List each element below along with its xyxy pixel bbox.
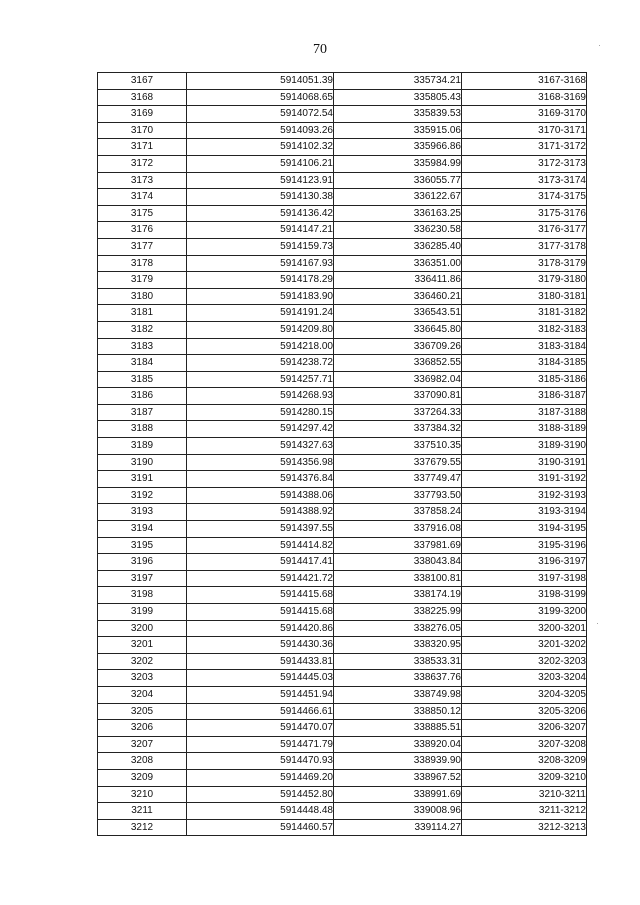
table-row (98, 554, 587, 571)
table-row (98, 720, 587, 737)
point-number-cell: 3196 (98, 554, 187, 571)
segment-cell: 3190-3191 (462, 454, 587, 471)
y-coordinate-cell: 338850.12 (334, 703, 462, 720)
segment-cell: 3195-3196 (462, 537, 587, 554)
segment-cell: 3204-3205 (462, 686, 587, 703)
coordinates-table-body (98, 73, 587, 836)
x-coordinate-cell: 5914376.84 (187, 471, 334, 488)
scan-mark: · (596, 618, 599, 628)
segment-cell: 3176-3177 (462, 222, 587, 239)
y-coordinate-cell: 337090.81 (334, 388, 462, 405)
point-number-cell: 3173 (98, 172, 187, 189)
point-number-cell: 3187 (98, 404, 187, 421)
y-coordinate-cell: 338533.31 (334, 653, 462, 670)
point-number-cell: 3169 (98, 106, 187, 123)
table-row (98, 189, 587, 206)
table-row (98, 338, 587, 355)
y-coordinate-cell: 337793.50 (334, 487, 462, 504)
y-coordinate-cell: 337264.33 (334, 404, 462, 421)
point-number-cell: 3188 (98, 421, 187, 438)
y-coordinate-cell: 338749.98 (334, 686, 462, 703)
table-row (98, 438, 587, 455)
table-row (98, 670, 587, 687)
segment-cell: 3187-3188 (462, 404, 587, 421)
y-coordinate-cell: 335839.53 (334, 106, 462, 123)
point-number-cell: 3175 (98, 205, 187, 222)
x-coordinate-cell: 5914417.41 (187, 554, 334, 571)
x-coordinate-cell: 5914356.98 (187, 454, 334, 471)
point-number-cell: 3177 (98, 238, 187, 255)
segment-cell: 3192-3193 (462, 487, 587, 504)
x-coordinate-cell: 5914051.39 (187, 73, 334, 90)
point-number-cell: 3170 (98, 122, 187, 139)
segment-cell: 3188-3189 (462, 421, 587, 438)
point-number-cell: 3191 (98, 471, 187, 488)
y-coordinate-cell: 336460.21 (334, 288, 462, 305)
x-coordinate-cell: 5914093.26 (187, 122, 334, 139)
point-number-cell: 3183 (98, 338, 187, 355)
x-coordinate-cell: 5914268.93 (187, 388, 334, 405)
x-coordinate-cell: 5914238.72 (187, 355, 334, 372)
y-coordinate-cell: 336163.25 (334, 205, 462, 222)
y-coordinate-cell: 338967.52 (334, 769, 462, 786)
y-coordinate-cell: 336982.04 (334, 371, 462, 388)
segment-cell: 3207-3208 (462, 736, 587, 753)
x-coordinate-cell: 5914448.48 (187, 803, 334, 820)
point-number-cell: 3194 (98, 521, 187, 538)
point-number-cell: 3211 (98, 803, 187, 820)
segment-cell: 3181-3182 (462, 305, 587, 322)
y-coordinate-cell: 336411.86 (334, 272, 462, 289)
x-coordinate-cell: 5914178.29 (187, 272, 334, 289)
segment-cell: 3184-3185 (462, 355, 587, 372)
scan-mark: · (598, 40, 601, 50)
y-coordinate-cell: 337981.69 (334, 537, 462, 554)
x-coordinate-cell: 5914470.93 (187, 753, 334, 770)
segment-cell: 3199-3200 (462, 604, 587, 621)
table-row (98, 587, 587, 604)
point-number-cell: 3198 (98, 587, 187, 604)
x-coordinate-cell: 5914102.32 (187, 139, 334, 156)
point-number-cell: 3209 (98, 769, 187, 786)
point-number-cell: 3189 (98, 438, 187, 455)
segment-cell: 3185-3186 (462, 371, 587, 388)
table-row (98, 736, 587, 753)
point-number-cell: 3204 (98, 686, 187, 703)
segment-cell: 3193-3194 (462, 504, 587, 521)
table-row (98, 819, 587, 836)
point-number-cell: 3199 (98, 604, 187, 621)
segment-cell: 3201-3202 (462, 637, 587, 654)
y-coordinate-cell: 337384.32 (334, 421, 462, 438)
y-coordinate-cell: 337858.24 (334, 504, 462, 521)
table-row (98, 620, 587, 637)
table-row (98, 288, 587, 305)
segment-cell: 3174-3175 (462, 189, 587, 206)
segment-cell: 3171-3172 (462, 139, 587, 156)
x-coordinate-cell: 5914130.38 (187, 189, 334, 206)
segment-cell: 3169-3170 (462, 106, 587, 123)
x-coordinate-cell: 5914159.73 (187, 238, 334, 255)
table-row (98, 139, 587, 156)
segment-cell: 3197-3198 (462, 570, 587, 587)
segment-cell: 3168-3169 (462, 89, 587, 106)
segment-cell: 3173-3174 (462, 172, 587, 189)
segment-cell: 3210-3211 (462, 786, 587, 803)
x-coordinate-cell: 5914415.68 (187, 604, 334, 621)
x-coordinate-cell: 5914470.07 (187, 720, 334, 737)
y-coordinate-cell: 335984.99 (334, 155, 462, 172)
point-number-cell: 3201 (98, 637, 187, 654)
x-coordinate-cell: 5914191.24 (187, 305, 334, 322)
table-row (98, 786, 587, 803)
x-coordinate-cell: 5914147.21 (187, 222, 334, 239)
y-coordinate-cell: 339008.96 (334, 803, 462, 820)
x-coordinate-cell: 5914136.42 (187, 205, 334, 222)
y-coordinate-cell: 337679.55 (334, 454, 462, 471)
y-coordinate-cell: 335805.43 (334, 89, 462, 106)
segment-cell: 3172-3173 (462, 155, 587, 172)
y-coordinate-cell: 338920.04 (334, 736, 462, 753)
y-coordinate-cell: 336852.55 (334, 355, 462, 372)
table-row (98, 421, 587, 438)
x-coordinate-cell: 5914209.80 (187, 321, 334, 338)
x-coordinate-cell: 5914257.71 (187, 371, 334, 388)
x-coordinate-cell: 5914072.54 (187, 106, 334, 123)
segment-cell: 3196-3197 (462, 554, 587, 571)
y-coordinate-cell: 337916.08 (334, 521, 462, 538)
point-number-cell: 3205 (98, 703, 187, 720)
point-number-cell: 3186 (98, 388, 187, 405)
x-coordinate-cell: 5914123.91 (187, 172, 334, 189)
point-number-cell: 3206 (98, 720, 187, 737)
table-row (98, 371, 587, 388)
y-coordinate-cell: 336709.26 (334, 338, 462, 355)
segment-cell: 3183-3184 (462, 338, 587, 355)
point-number-cell: 3176 (98, 222, 187, 239)
y-coordinate-cell: 336351.00 (334, 255, 462, 272)
point-number-cell: 3212 (98, 819, 187, 836)
y-coordinate-cell: 335734.21 (334, 73, 462, 90)
x-coordinate-cell: 5914471.79 (187, 736, 334, 753)
table-row (98, 155, 587, 172)
y-coordinate-cell: 338885.51 (334, 720, 462, 737)
x-coordinate-cell: 5914397.55 (187, 521, 334, 538)
table-row (98, 172, 587, 189)
x-coordinate-cell: 5914388.92 (187, 504, 334, 521)
y-coordinate-cell: 336122.67 (334, 189, 462, 206)
table-row (98, 272, 587, 289)
table-row (98, 537, 587, 554)
table-row (98, 454, 587, 471)
x-coordinate-cell: 5914466.61 (187, 703, 334, 720)
point-number-cell: 3202 (98, 653, 187, 670)
y-coordinate-cell: 339114.27 (334, 819, 462, 836)
table-row (98, 487, 587, 504)
y-coordinate-cell: 337749.47 (334, 471, 462, 488)
table-row (98, 89, 587, 106)
y-coordinate-cell: 338225.99 (334, 604, 462, 621)
point-number-cell: 3185 (98, 371, 187, 388)
x-coordinate-cell: 5914414.82 (187, 537, 334, 554)
point-number-cell: 3193 (98, 504, 187, 521)
x-coordinate-cell: 5914106.21 (187, 155, 334, 172)
point-number-cell: 3192 (98, 487, 187, 504)
segment-cell: 3175-3176 (462, 205, 587, 222)
segment-cell: 3200-3201 (462, 620, 587, 637)
table-row (98, 504, 587, 521)
point-number-cell: 3182 (98, 321, 187, 338)
segment-cell: 3186-3187 (462, 388, 587, 405)
table-row (98, 355, 587, 372)
x-coordinate-cell: 5914430.36 (187, 637, 334, 654)
table-row (98, 703, 587, 720)
x-coordinate-cell: 5914218.00 (187, 338, 334, 355)
point-number-cell: 3178 (98, 255, 187, 272)
point-number-cell: 3174 (98, 189, 187, 206)
segment-cell: 3198-3199 (462, 587, 587, 604)
x-coordinate-cell: 5914452.80 (187, 786, 334, 803)
table-row (98, 255, 587, 272)
segment-cell: 3178-3179 (462, 255, 587, 272)
table-row (98, 686, 587, 703)
point-number-cell: 3181 (98, 305, 187, 322)
table-row (98, 653, 587, 670)
y-coordinate-cell: 337510.35 (334, 438, 462, 455)
table-row (98, 637, 587, 654)
point-number-cell: 3210 (98, 786, 187, 803)
point-number-cell: 3180 (98, 288, 187, 305)
y-coordinate-cell: 338174.19 (334, 587, 462, 604)
y-coordinate-cell: 338276.05 (334, 620, 462, 637)
table-row (98, 222, 587, 239)
segment-cell: 3205-3206 (462, 703, 587, 720)
y-coordinate-cell: 336645.80 (334, 321, 462, 338)
x-coordinate-cell: 5914451.94 (187, 686, 334, 703)
segment-cell: 3194-3195 (462, 521, 587, 538)
x-coordinate-cell: 5914460.57 (187, 819, 334, 836)
segment-cell: 3182-3183 (462, 321, 587, 338)
segment-cell: 3209-3210 (462, 769, 587, 786)
y-coordinate-cell: 338043.84 (334, 554, 462, 571)
x-coordinate-cell: 5914068.65 (187, 89, 334, 106)
point-number-cell: 3195 (98, 537, 187, 554)
table-row (98, 321, 587, 338)
table-row (98, 769, 587, 786)
x-coordinate-cell: 5914433.81 (187, 653, 334, 670)
table-row (98, 122, 587, 139)
y-coordinate-cell: 335966.86 (334, 139, 462, 156)
segment-cell: 3212-3213 (462, 819, 587, 836)
segment-cell: 3206-3207 (462, 720, 587, 737)
y-coordinate-cell: 336285.40 (334, 238, 462, 255)
point-number-cell: 3171 (98, 139, 187, 156)
page-number: 70 (313, 42, 327, 57)
table-row (98, 205, 587, 222)
point-number-cell: 3167 (98, 73, 187, 90)
x-coordinate-cell: 5914297.42 (187, 421, 334, 438)
x-coordinate-cell: 5914388.06 (187, 487, 334, 504)
point-number-cell: 3203 (98, 670, 187, 687)
point-number-cell: 3190 (98, 454, 187, 471)
segment-cell: 3202-3203 (462, 653, 587, 670)
segment-cell: 3208-3209 (462, 753, 587, 770)
x-coordinate-cell: 5914167.93 (187, 255, 334, 272)
point-number-cell: 3168 (98, 89, 187, 106)
point-number-cell: 3179 (98, 272, 187, 289)
y-coordinate-cell: 338991.69 (334, 786, 462, 803)
point-number-cell: 3184 (98, 355, 187, 372)
x-coordinate-cell: 5914415.68 (187, 587, 334, 604)
table-row (98, 521, 587, 538)
y-coordinate-cell: 336055.77 (334, 172, 462, 189)
segment-cell: 3191-3192 (462, 471, 587, 488)
table-row (98, 305, 587, 322)
y-coordinate-cell: 338320.95 (334, 637, 462, 654)
y-coordinate-cell: 338100.81 (334, 570, 462, 587)
table-row (98, 106, 587, 123)
table-row (98, 238, 587, 255)
x-coordinate-cell: 5914420.86 (187, 620, 334, 637)
table-row (98, 404, 587, 421)
point-number-cell: 3207 (98, 736, 187, 753)
x-coordinate-cell: 5914445.03 (187, 670, 334, 687)
segment-cell: 3189-3190 (462, 438, 587, 455)
y-coordinate-cell: 336543.51 (334, 305, 462, 322)
segment-cell: 3180-3181 (462, 288, 587, 305)
table-row (98, 803, 587, 820)
x-coordinate-cell: 5914421.72 (187, 570, 334, 587)
point-number-cell: 3200 (98, 620, 187, 637)
segment-cell: 3203-3204 (462, 670, 587, 687)
table-row (98, 388, 587, 405)
point-number-cell: 3172 (98, 155, 187, 172)
y-coordinate-cell: 336230.58 (334, 222, 462, 239)
point-number-cell: 3208 (98, 753, 187, 770)
point-number-cell: 3197 (98, 570, 187, 587)
x-coordinate-cell: 5914280.15 (187, 404, 334, 421)
y-coordinate-cell: 335915.06 (334, 122, 462, 139)
segment-cell: 3177-3178 (462, 238, 587, 255)
x-coordinate-cell: 5914327.63 (187, 438, 334, 455)
x-coordinate-cell: 5914183.90 (187, 288, 334, 305)
y-coordinate-cell: 338939.90 (334, 753, 462, 770)
segment-cell: 3167-3168 (462, 73, 587, 90)
coordinates-table (97, 72, 587, 836)
segment-cell: 3179-3180 (462, 272, 587, 289)
y-coordinate-cell: 338637.76 (334, 670, 462, 687)
table-row (98, 604, 587, 621)
x-coordinate-cell: 5914469.20 (187, 769, 334, 786)
table-row (98, 753, 587, 770)
table-row (98, 471, 587, 488)
table-row (98, 73, 587, 90)
segment-cell: 3211-3212 (462, 803, 587, 820)
table-row (98, 570, 587, 587)
segment-cell: 3170-3171 (462, 122, 587, 139)
